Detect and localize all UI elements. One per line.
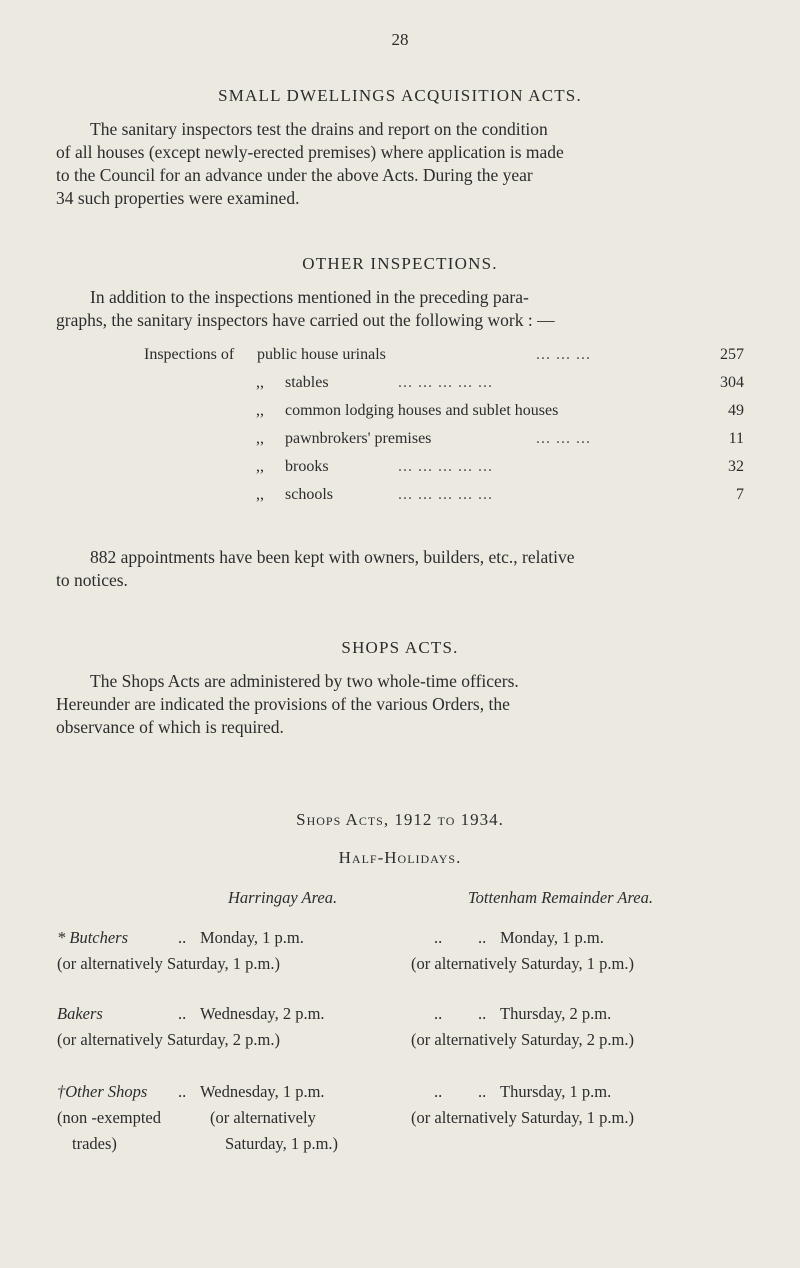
harringay-time: Wednesday, 2 p.m. (200, 1004, 325, 1023)
paragraph-line: 882 appointments have been kept with owners, builders, etc., relative (90, 547, 575, 567)
tottenham-alternative: (or alternatively Saturday, 2 p.m.) (411, 1030, 634, 1049)
paragraph-line: graphs, the sanitary inspectors have carried out the following work : — (56, 310, 555, 330)
leader-dots: .. (434, 928, 443, 947)
trade-note: (non -exempted (57, 1108, 162, 1127)
inspection-count: 7 (736, 486, 744, 503)
dot-leader: ... ... ... (536, 346, 591, 363)
shops-acts-subtitle: Shops Acts, 1912 to 1934. (296, 810, 504, 829)
inspection-label: brooks (285, 458, 329, 475)
inspection-count: 11 (728, 430, 744, 447)
tottenham-alternative: (or alternatively Saturday, 1 p.m.) (411, 1108, 634, 1127)
trade-note: trades) (72, 1134, 117, 1153)
inspection-label: schools (285, 486, 333, 503)
paragraph-line: of all houses (except newly-erected premises) where application is made (56, 142, 564, 162)
dot-leader: ... ... ... ... ... (398, 374, 493, 391)
tottenham-alternative: (or alternatively Saturday, 1 p.m.) (411, 954, 634, 973)
ditto-mark: ,, (256, 402, 264, 419)
leader-dots: .. (478, 928, 487, 947)
inspection-label: public house urinals (257, 346, 386, 363)
inspection-label: common lodging houses and sublet houses (285, 402, 559, 419)
shops-acts-paragraph (56, 670, 746, 739)
inspection-count: 49 (728, 402, 744, 419)
inspection-row (0, 430, 800, 454)
dot-leader: ... ... ... ... ... (398, 486, 493, 503)
inspection-count: 32 (728, 458, 744, 475)
inspection-row (0, 346, 800, 370)
inspection-row (0, 374, 800, 398)
shops-acts-heading: SHOPS ACTS. (341, 638, 459, 657)
column-header-tottenham: Tottenham Remainder Area. (468, 888, 654, 907)
inspection-count: 304 (720, 374, 744, 391)
harringay-time: Wednesday, 1 p.m. (200, 1082, 325, 1101)
trade-alternative: (or alternatively Saturday, 1 p.m.) (57, 954, 280, 973)
paragraph-line: Hereunder are indicated the provisions of the various Orders, the (56, 694, 510, 714)
inspection-row (0, 402, 800, 426)
page-number: 28 (391, 30, 409, 49)
paragraph-line: observance of which is required. (56, 717, 284, 737)
paragraph-line: The sanitary inspectors test the drains and report on the condition (90, 119, 548, 139)
inspection-count: 257 (720, 346, 744, 363)
ditto-mark: ,, (256, 430, 264, 447)
inspection-row (0, 458, 800, 482)
small-dwellings-heading: SMALL DWELLINGS ACQUISITION ACTS. (218, 86, 582, 105)
leader-dots: .. (434, 1082, 443, 1101)
harringay-alternative: Saturday, 1 p.m.) (225, 1134, 339, 1153)
ditto-mark: ,, (256, 374, 264, 391)
dot-leader: ... ... ... (536, 430, 591, 447)
leader-dots: .. (434, 1004, 443, 1023)
paragraph-line: to the Council for an advance under the above Acts. During the year (56, 165, 533, 185)
tottenham-time: Thursday, 2 p.m. (500, 1004, 612, 1023)
other-inspections-heading: OTHER INSPECTIONS. (302, 254, 498, 273)
appointments-note (56, 546, 746, 592)
inspection-prefix: Inspections of (144, 346, 235, 363)
paragraph-line: The Shops Acts are administered by two whole-time officers. (90, 671, 519, 691)
inspection-label: pawnbrokers' premises (285, 430, 432, 447)
tottenham-time: Thursday, 1 p.m. (500, 1082, 612, 1101)
paragraph-line: to notices. (56, 570, 128, 590)
inspection-row (0, 486, 800, 510)
column-header-harringay: Harringay Area. (228, 888, 338, 907)
harringay-time: Monday, 1 p.m. (200, 928, 304, 947)
leader-dots: .. (178, 928, 187, 947)
trade-alternative: (or alternatively Saturday, 2 p.m.) (57, 1030, 280, 1049)
ditto-mark: ,, (256, 458, 264, 475)
half-holidays-title: Half-Holidays. (338, 848, 462, 867)
leader-dots: .. (478, 1004, 487, 1023)
dot-leader: ... ... ... ... ... (398, 458, 493, 475)
paragraph-line: In addition to the inspections mentioned in the preceding para- (90, 287, 529, 307)
small-dwellings-paragraph (56, 118, 746, 210)
trade-bakers: Bakers (57, 1004, 103, 1023)
inspection-label: stables (285, 374, 329, 391)
paragraph-line: 34 such properties were examined. (56, 188, 300, 208)
leader-dots: .. (178, 1004, 187, 1023)
leader-dots: .. (478, 1082, 487, 1101)
trade-other-shops: †Other Shops (57, 1082, 148, 1101)
other-inspections-intro (56, 286, 746, 332)
tottenham-time: Monday, 1 p.m. (500, 928, 604, 947)
harringay-alternative: (or alternatively (210, 1108, 316, 1127)
ditto-mark: ,, (256, 486, 264, 503)
trade-butchers: * Butchers (57, 928, 129, 947)
leader-dots: .. (178, 1082, 187, 1101)
